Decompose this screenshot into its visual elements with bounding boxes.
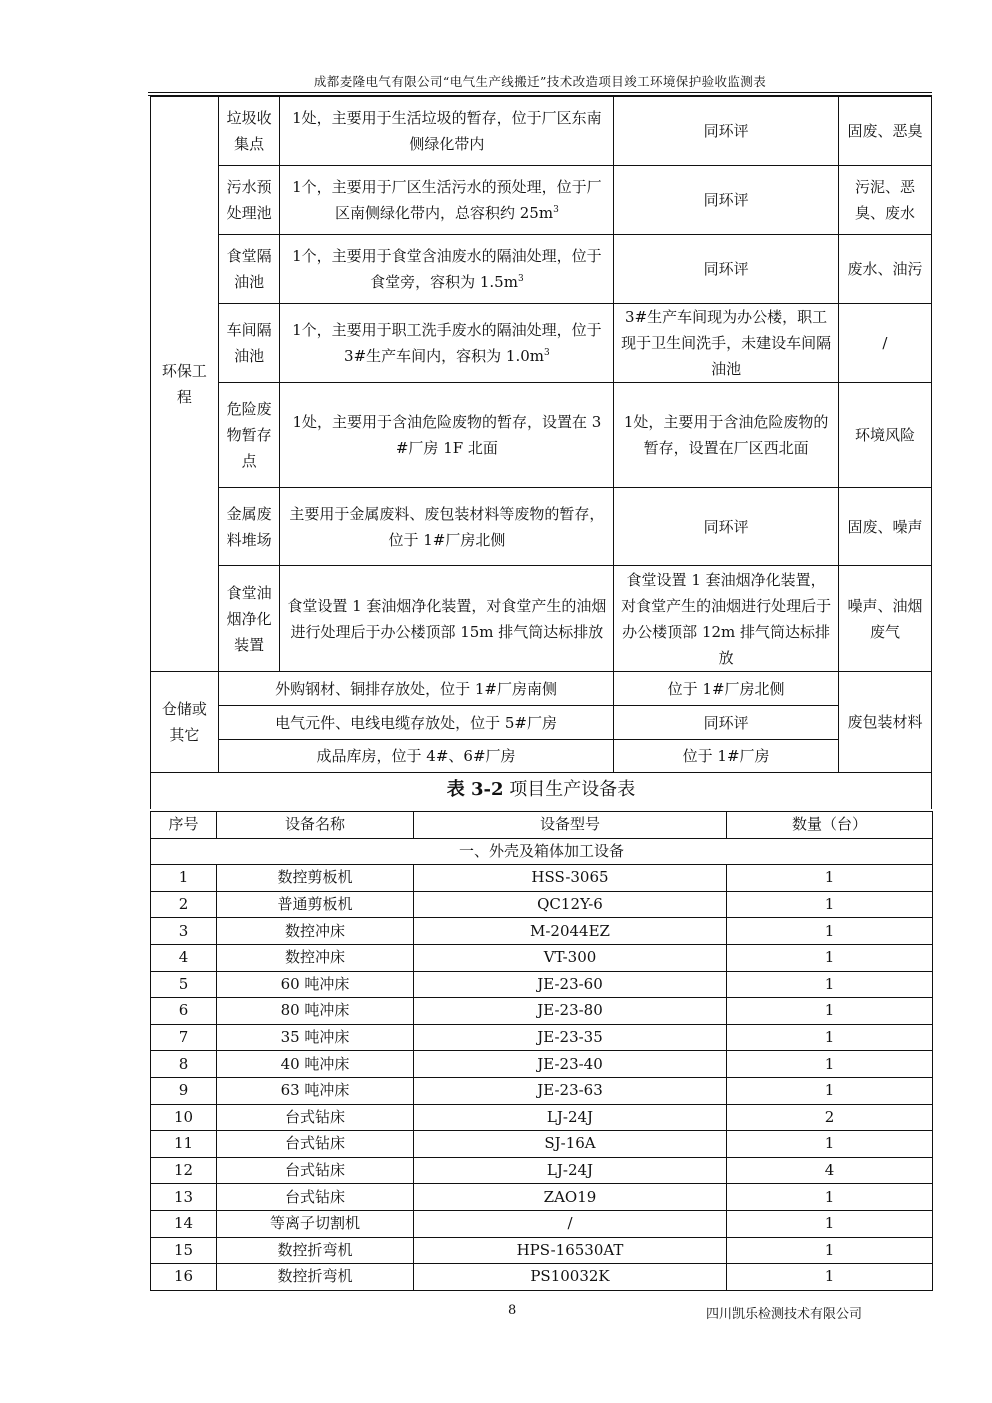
- storage-actual: 位于 1#厂房: [614, 740, 839, 773]
- row-index: 16: [151, 1264, 217, 1291]
- table-row: [151, 1210, 933, 1237]
- equipment-model: HSS-3065: [414, 865, 727, 892]
- equipment-name: 台式钻床: [217, 1157, 414, 1184]
- facility-desc: 1个，主要用于食堂含油废水的隔油处理，位于食堂旁，容积为 $1.5m^3$: [280, 235, 614, 304]
- table-row: [151, 1051, 933, 1078]
- equipment-qty: 1: [727, 1264, 933, 1291]
- row-index: 1: [151, 865, 217, 892]
- facility-impact: 污泥、恶臭、废水: [838, 166, 931, 235]
- equipment-qty: 1: [727, 1051, 933, 1078]
- facility-impact: 废水、油污: [838, 235, 931, 304]
- facility-name: 食堂油烟净化装置: [218, 566, 280, 672]
- equipment-model: JE-23-60: [414, 971, 727, 998]
- equipment-qty: 1: [727, 1077, 933, 1104]
- equipment-model: JE-23-80: [414, 998, 727, 1025]
- equipment-name: 35 吨冲床: [217, 1024, 414, 1051]
- equipment-model: PS10032K: [414, 1264, 727, 1291]
- facility-impact: 噪声、油烟废气: [838, 566, 931, 672]
- facility-desc: 1个，主要用于职工洗手废水的隔油处理，位于 3#生产车间内，容积为 $1.0m^3$: [280, 304, 614, 383]
- equipment-qty: 1: [727, 1024, 933, 1051]
- facility-desc: 食堂设置 1 套油烟净化装置，对食堂产生的油烟进行处理后于办公楼顶部 15m 排气筒达标排放: [280, 566, 614, 672]
- storage-actual: 同环评: [614, 706, 839, 740]
- facility-name: 危险废物暂存点: [218, 383, 280, 488]
- row-index: 7: [151, 1024, 217, 1051]
- equipment-name: 台式钻床: [217, 1104, 414, 1131]
- column-header: 设备名称: [217, 812, 414, 839]
- table-row: [151, 1237, 933, 1264]
- equipment-model: JE-23-63: [414, 1077, 727, 1104]
- storage-desc: 电气元件、电线电缆存放处，位于 5#厂房: [218, 706, 614, 740]
- column-header: 序号: [151, 812, 217, 839]
- equipment-name: 台式钻床: [217, 1131, 414, 1158]
- facility-name: 食堂隔油池: [218, 235, 280, 304]
- footer-company: 四川凯乐检测技术有限公司: [706, 1307, 863, 1322]
- row-index: 3: [151, 918, 217, 945]
- row-index: 12: [151, 1157, 217, 1184]
- facility-desc: 1个，主要用于厂区生活污水的预处理，位于厂区南侧绿化带内，总容积约 $25m^3$: [280, 166, 614, 235]
- equipment-name: 数控冲床: [217, 918, 414, 945]
- page-header: 成都麦隆电气有限公司“电气生产线搬迁”技术改造项目竣工环境保护验收监测表: [313, 74, 767, 89]
- equipment-qty: 1: [727, 865, 933, 892]
- equipment-qty: 1: [727, 1131, 933, 1158]
- table-row: [151, 1264, 933, 1291]
- storage-group-label: 仓储或其它: [151, 672, 219, 773]
- table-row: [151, 998, 933, 1025]
- table-row: [151, 865, 933, 892]
- table-row: [151, 891, 933, 918]
- facility-impact: /: [838, 304, 931, 383]
- env-group-label: 环保工程: [151, 97, 219, 672]
- equipment-name: 普通剪板机: [217, 891, 414, 918]
- facility-impact: 环境风险: [838, 383, 931, 488]
- row-index: 10: [151, 1104, 217, 1131]
- table-row: [151, 1131, 933, 1158]
- caption-title: 项目生产设备表: [509, 779, 636, 800]
- table-row: [151, 971, 933, 998]
- facility-impact: 固废、恶臭: [838, 97, 931, 166]
- column-header: 设备型号: [414, 812, 727, 839]
- row-index: 8: [151, 1051, 217, 1078]
- facility-name: 金属废料堆场: [218, 488, 280, 566]
- row-index: 9: [151, 1077, 217, 1104]
- equipment-qty: 1: [727, 944, 933, 971]
- equipment-rows: [151, 865, 933, 1291]
- equipment-model: ZAO19: [414, 1184, 727, 1211]
- table-row: [151, 1157, 933, 1184]
- equipment-name: 数控冲床: [217, 944, 414, 971]
- equipment-name: 80 吨冲床: [217, 998, 414, 1025]
- table-row: [151, 1104, 933, 1131]
- column-header: 数量（台）: [727, 812, 933, 839]
- facility-actual: 3#生产车间现为办公楼，职工现于卫生间洗手，未建设车间隔油池: [614, 304, 839, 383]
- row-index: 2: [151, 891, 217, 918]
- facility-desc: 1处，主要用于含油危险废物的暂存，设置在 3#厂房 1F 北面: [280, 383, 614, 488]
- facility-actual: 同环评: [614, 488, 839, 566]
- facility-desc: 主要用于金属废料、废包装材料等废物的暂存，位于 1#厂房北侧: [280, 488, 614, 566]
- equipment-qty: 2: [727, 1104, 933, 1131]
- equipment-qty: 1: [727, 1184, 933, 1211]
- storage-desc: 成品库房，位于 4#、6#厂房: [218, 740, 614, 773]
- page-number: 8: [508, 1303, 517, 1318]
- row-index: 11: [151, 1131, 217, 1158]
- facility-name: 垃圾收集点: [218, 97, 280, 166]
- equipment-model: M-2044EZ: [414, 918, 727, 945]
- row-index: 14: [151, 1210, 217, 1237]
- row-index: 6: [151, 998, 217, 1025]
- table-row: [151, 1077, 933, 1104]
- equipment-name: 等离子切割机: [217, 1210, 414, 1237]
- facility-actual: 1处，主要用于含油危险废物的暂存，设置在厂区西北面: [614, 383, 839, 488]
- equipment-name: 40 吨冲床: [217, 1051, 414, 1078]
- row-index: 4: [151, 944, 217, 971]
- equipment-name: 数控折弯机: [217, 1237, 414, 1264]
- storage-actual: 位于 1#厂房北侧: [614, 672, 839, 706]
- equipment-name: 60 吨冲床: [217, 971, 414, 998]
- table-row: [151, 944, 933, 971]
- equipment-name: 数控剪板机: [217, 865, 414, 892]
- equipment-name: 63 吨冲床: [217, 1077, 414, 1104]
- equipment-qty: 1: [727, 891, 933, 918]
- section-header: 一、外壳及箱体加工设备: [151, 838, 933, 865]
- row-index: 5: [151, 971, 217, 998]
- equipment-qty: 1: [727, 1210, 933, 1237]
- facility-impact: 固废、噪声: [838, 488, 931, 566]
- storage-desc: 外购钢材、铜排存放处，位于 1#厂房南侧: [218, 672, 614, 706]
- equipment-model: VT-300: [414, 944, 727, 971]
- equipment-qty: 1: [727, 1237, 933, 1264]
- equipment-model: /: [414, 1210, 727, 1237]
- equipment-qty: 1: [727, 918, 933, 945]
- equipment-model: QC12Y-6: [414, 891, 727, 918]
- facility-actual: 同环评: [614, 235, 839, 304]
- facility-actual: 食堂设置 1 套油烟净化装置，对食堂产生的油烟进行处理后于办公楼顶部 12m 排气筒达标排放: [614, 566, 839, 672]
- table-row: [151, 1184, 933, 1211]
- row-index: 15: [151, 1237, 217, 1264]
- table-row: [151, 918, 933, 945]
- table-caption: [150, 771, 932, 809]
- equipment-model: LJ-24J: [414, 1104, 727, 1131]
- facility-name: 污水预处理池: [218, 166, 280, 235]
- table-row: [151, 1024, 933, 1051]
- equipment-model: JE-23-35: [414, 1024, 727, 1051]
- equipment-model: SJ-16A: [414, 1131, 727, 1158]
- facility-desc: 1处，主要用于生活垃圾的暂存，位于厂区东南侧绿化带内: [280, 97, 614, 166]
- equipment-table: [150, 811, 933, 1291]
- env-engineering-table: [150, 96, 932, 773]
- caption-number: 表 3-2: [446, 779, 504, 800]
- equipment-model: HPS-16530AT: [414, 1237, 727, 1264]
- facility-actual: 同环评: [614, 97, 839, 166]
- equipment-qty: 1: [727, 998, 933, 1025]
- equipment-model: LJ-24J: [414, 1157, 727, 1184]
- equipment-name: 数控折弯机: [217, 1264, 414, 1291]
- facility-name: 车间隔油池: [218, 304, 280, 383]
- equipment-model: JE-23-40: [414, 1051, 727, 1078]
- equipment-name: 台式钻床: [217, 1184, 414, 1211]
- equipment-qty: 4: [727, 1157, 933, 1184]
- equipment-qty: 1: [727, 971, 933, 998]
- storage-impact: 废包装材料: [838, 672, 931, 773]
- facility-actual: 同环评: [614, 166, 839, 235]
- row-index: 13: [151, 1184, 217, 1211]
